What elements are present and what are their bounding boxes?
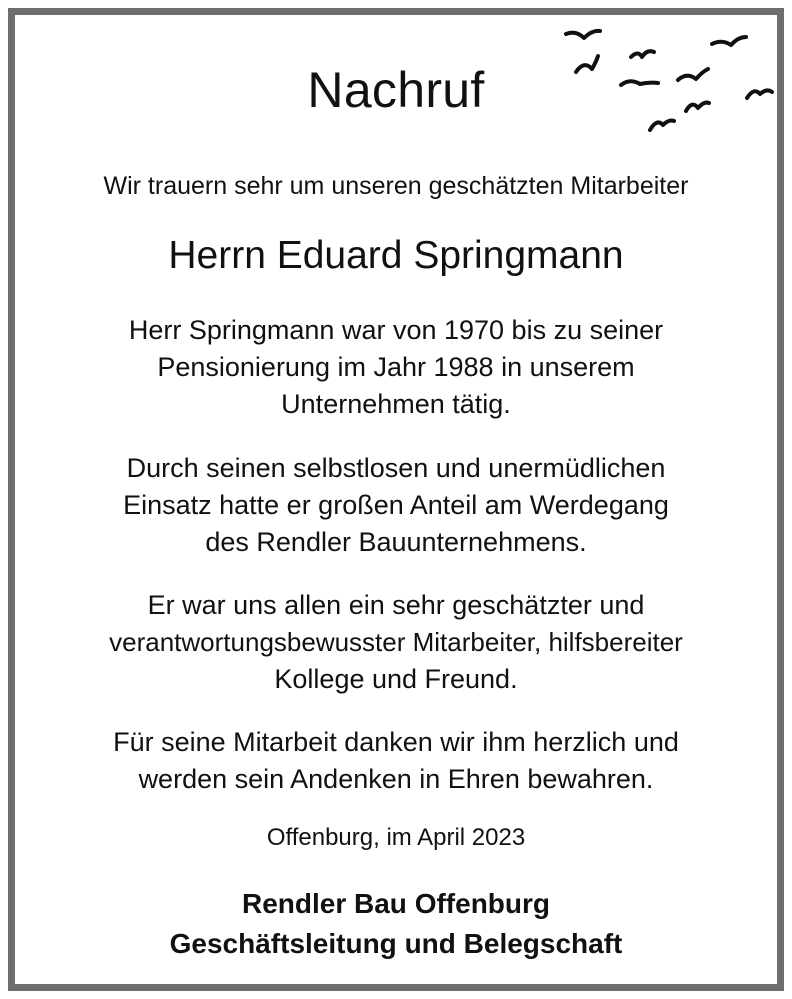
- notice-title: Nachruf: [307, 62, 485, 118]
- deceased-name: Herrn Eduard Springmann: [168, 234, 624, 277]
- company-name: Rendler Bau Offenburg: [241, 888, 550, 919]
- paragraph-line: Unternehmen tätig.: [281, 389, 511, 419]
- paragraph-line: Einsatz hatte er großen Anteil am Werdegang: [123, 490, 669, 520]
- paragraph-line: verantwortungsbewusster Mitarbeiter, hilfsbereiter: [109, 627, 683, 657]
- paragraph-line: des Rendler Bauunternehmens.: [205, 527, 587, 557]
- paragraph-line: Er war uns allen ein sehr geschätzter und: [147, 590, 645, 620]
- place-date: Offenburg, im April 2023: [266, 824, 526, 851]
- paragraph-line: Herr Springmann war von 1970 bis zu seiner: [128, 315, 664, 345]
- management-staff: Geschäftsleitung und Belegschaft: [169, 928, 623, 959]
- paragraph-line: Kollege und Freund.: [274, 664, 518, 694]
- paragraph-line: werden sein Andenken in Ehren bewahren.: [138, 764, 654, 794]
- intro-text: Wir trauern sehr um unseren geschätzten Mitarbeiter: [103, 172, 689, 200]
- paragraph-line: Durch seinen selbstlosen und unermüdlichen: [126, 453, 666, 483]
- paragraph-line: Pensionierung im Jahr 1988 in unserem: [157, 352, 635, 382]
- paragraph-line: Für seine Mitarbeit danken wir ihm herzlich und: [113, 727, 679, 757]
